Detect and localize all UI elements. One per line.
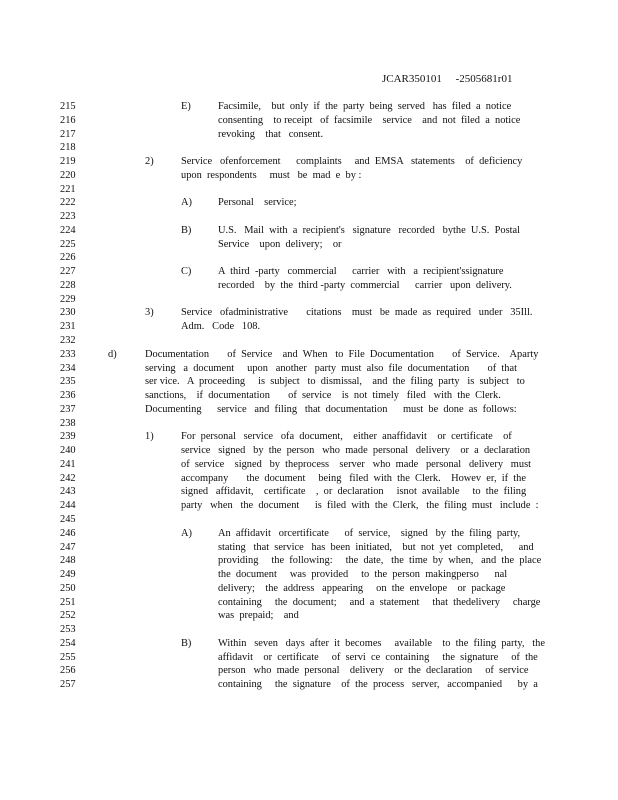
item-label: B) bbox=[181, 224, 192, 236]
line-number: 236 bbox=[60, 390, 76, 402]
line-text: person who made personal delivery or the declaration of service bbox=[218, 665, 529, 677]
document-line bbox=[0, 279, 618, 293]
document-line bbox=[0, 128, 618, 142]
line-number: 229 bbox=[60, 293, 76, 305]
line-number: 246 bbox=[60, 527, 76, 539]
line-text: revoking that consent. bbox=[218, 128, 324, 140]
document-line bbox=[0, 554, 618, 568]
line-number: 216 bbox=[60, 114, 76, 126]
line-text: Facsimile, but only if the party being served has filed a notice bbox=[218, 101, 512, 112]
line-number: 228 bbox=[60, 279, 76, 291]
item-label: A) bbox=[181, 197, 192, 209]
document-line bbox=[0, 238, 618, 252]
document-line bbox=[0, 100, 618, 114]
item-label: A) bbox=[181, 527, 192, 539]
line-number: 218 bbox=[60, 142, 76, 154]
line-number: 220 bbox=[60, 169, 76, 181]
line-number: 219 bbox=[60, 156, 76, 168]
document-line bbox=[0, 417, 618, 431]
document-line bbox=[0, 334, 618, 348]
line-number: 249 bbox=[60, 569, 76, 581]
document-line bbox=[0, 458, 618, 472]
line-number: 252 bbox=[60, 610, 76, 622]
document-line bbox=[0, 651, 618, 665]
line-number: 254 bbox=[60, 637, 76, 649]
line-number: 215 bbox=[60, 101, 76, 112]
document-line bbox=[0, 293, 618, 307]
line-text: Documentation of Service and When to File Documentation of Service. Aparty bbox=[145, 348, 539, 360]
line-text: A third -party commercial carrier with a recipient'ssignature bbox=[218, 266, 504, 278]
line-number: 234 bbox=[60, 362, 76, 374]
line-number: 238 bbox=[60, 417, 76, 429]
line-text: Personal service; bbox=[218, 197, 297, 209]
document-line bbox=[0, 183, 618, 197]
line-number: 243 bbox=[60, 486, 76, 498]
line-number: 255 bbox=[60, 651, 76, 663]
document-line bbox=[0, 444, 618, 458]
line-text: containing the document; and a statement that thedelivery charge bbox=[218, 596, 541, 608]
document-body bbox=[0, 100, 618, 692]
document-line bbox=[0, 169, 618, 183]
line-number: 226 bbox=[60, 252, 76, 264]
line-text: delivery; the address appearing on the envelope or package bbox=[218, 582, 506, 594]
line-number: 253 bbox=[60, 624, 76, 636]
line-number: 224 bbox=[60, 224, 76, 236]
line-number: 240 bbox=[60, 445, 76, 457]
document-line bbox=[0, 513, 618, 527]
item-label: d) bbox=[108, 348, 117, 360]
line-number: 245 bbox=[60, 513, 76, 525]
line-text: of service signed by theprocess server who made personal delivery must bbox=[181, 458, 532, 470]
line-number: 225 bbox=[60, 238, 76, 250]
document-line bbox=[0, 114, 618, 128]
document-line bbox=[0, 389, 618, 403]
document-line bbox=[0, 430, 618, 444]
line-number: 244 bbox=[60, 500, 76, 512]
document-line bbox=[0, 664, 618, 678]
line-text: providing the following: the date, the time by when, and the place bbox=[218, 555, 542, 567]
line-text: sanctions, if documentation of service is not timely filed with the Clerk. bbox=[145, 390, 501, 402]
line-text: serving a document upon another party must also file documentation of that bbox=[145, 362, 517, 374]
line-text: consenting to receipt of facsimile service and not filed a notice bbox=[218, 114, 521, 126]
document-line bbox=[0, 375, 618, 389]
line-text: Adm. Code 108. bbox=[181, 321, 261, 333]
item-label: E) bbox=[181, 101, 191, 112]
document-line bbox=[0, 348, 618, 362]
line-text: affidavit or certificate of servi ce containing the signature of the bbox=[218, 651, 538, 663]
document-line bbox=[0, 403, 618, 417]
line-number: 251 bbox=[60, 596, 76, 608]
document-line bbox=[0, 527, 618, 541]
line-text: party when the document is filed with the Clerk, the filing must include : bbox=[181, 500, 539, 512]
document-line bbox=[0, 362, 618, 376]
document-line bbox=[0, 210, 618, 224]
line-number: 232 bbox=[60, 335, 76, 347]
item-label: 3) bbox=[145, 307, 154, 319]
line-text: accompany the document being filed with the Clerk. Howev er, if the bbox=[181, 472, 526, 484]
document-line bbox=[0, 596, 618, 610]
document-line bbox=[0, 472, 618, 486]
document-line bbox=[0, 637, 618, 651]
document-line bbox=[0, 196, 618, 210]
line-text: Service upon delivery; or bbox=[218, 238, 342, 250]
line-number: 231 bbox=[60, 321, 76, 333]
document-line bbox=[0, 678, 618, 692]
line-text: Service ofadministrative citations must be made as required under 35Ill. bbox=[181, 307, 533, 319]
line-text: ser vice. A proceeding is subject to dismissal, and the filing party is subject to bbox=[145, 376, 525, 388]
line-number: 235 bbox=[60, 376, 76, 388]
line-text: was prepaid; and bbox=[218, 610, 299, 622]
document-line bbox=[0, 623, 618, 637]
line-text: containing the signature of the process server, accompanied by a bbox=[218, 679, 538, 691]
line-number: 256 bbox=[60, 665, 76, 677]
line-text: the document was provided to the person makingperso nal bbox=[218, 569, 508, 581]
line-number: 223 bbox=[60, 211, 76, 223]
document-line bbox=[0, 320, 618, 334]
item-label: C) bbox=[181, 266, 192, 278]
line-number: 239 bbox=[60, 431, 76, 443]
document-line bbox=[0, 541, 618, 555]
document-id-header: JCAR350101 -2505681r01 bbox=[382, 73, 513, 85]
line-number: 247 bbox=[60, 541, 76, 553]
item-label: 2) bbox=[145, 156, 154, 168]
line-text: recorded by the third -party commercial carrier upon delivery. bbox=[218, 279, 512, 291]
line-number: 237 bbox=[60, 403, 76, 415]
line-text: service signed by the person who made personal delivery or a declaration bbox=[181, 445, 531, 457]
document-line bbox=[0, 141, 618, 155]
line-text: Documenting service and filing that documentation must be done as follows: bbox=[145, 403, 517, 415]
line-text: upon respondents must be mad e by : bbox=[181, 169, 362, 181]
line-text: For personal service ofa document, either anaffidavit or certificate of bbox=[181, 431, 512, 443]
line-number: 217 bbox=[60, 128, 76, 140]
line-number: 221 bbox=[60, 183, 76, 195]
document-line bbox=[0, 251, 618, 265]
line-number: 248 bbox=[60, 555, 76, 567]
document-line bbox=[0, 582, 618, 596]
item-label: B) bbox=[181, 637, 192, 649]
line-text: signed affidavit, certificate , or declaration isnot available to the filing bbox=[181, 486, 527, 498]
line-number: 230 bbox=[60, 307, 76, 319]
document-line bbox=[0, 155, 618, 169]
item-label: 1) bbox=[145, 431, 154, 443]
document-line bbox=[0, 485, 618, 499]
document-line bbox=[0, 609, 618, 623]
line-number: 250 bbox=[60, 582, 76, 594]
document-line bbox=[0, 265, 618, 279]
line-text: Within seven days after it becomes available to the filing party, the bbox=[218, 637, 545, 649]
document-line bbox=[0, 224, 618, 238]
line-text: U.S. Mail with a recipient's signature recorded bythe U.S. Postal bbox=[218, 224, 520, 236]
line-number: 222 bbox=[60, 197, 76, 209]
document-line bbox=[0, 499, 618, 513]
line-number: 257 bbox=[60, 679, 76, 691]
line-number: 233 bbox=[60, 348, 76, 360]
line-text: Service ofenforcement complaints and EMSA statements of deficiency bbox=[181, 156, 523, 168]
document-line bbox=[0, 568, 618, 582]
line-text: stating that service has been initiated, but not yet completed, and bbox=[218, 541, 534, 553]
line-number: 241 bbox=[60, 458, 76, 470]
line-number: 242 bbox=[60, 472, 76, 484]
document-line bbox=[0, 306, 618, 320]
line-text: An affidavit orcertificate of service, signed by the filing party, bbox=[218, 527, 521, 539]
line-number: 227 bbox=[60, 266, 76, 278]
